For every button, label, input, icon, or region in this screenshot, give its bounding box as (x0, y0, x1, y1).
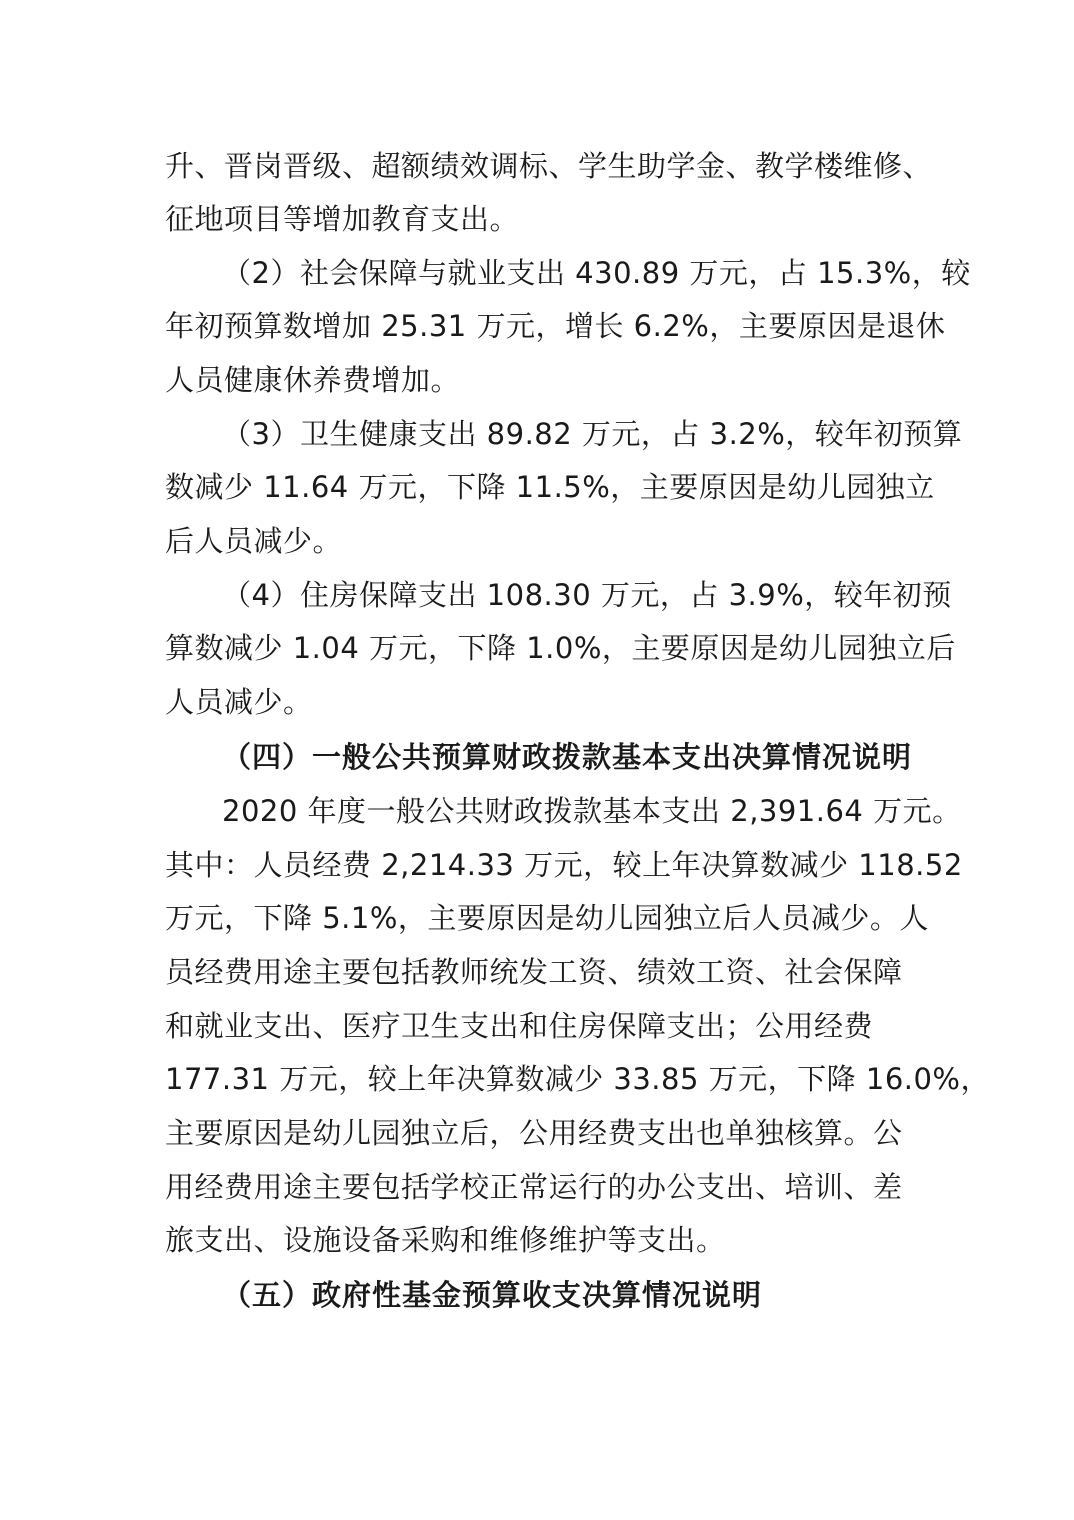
section-4-line-1: 2020 年度一般公共财政拨款基本支出 2,391.64 万元。 (222, 794, 962, 828)
item-4-line-2: 算数减少 1.04 万元，下降 1.0%，主要原因是幼儿园独立后 (165, 631, 956, 665)
item-2-line-1: （2）社会保障与就业支出 430.89 万元，占 15.3%，较 (222, 256, 971, 290)
section-4-line-7: 主要原因是幼儿园独立后，公用经费支出也单独核算。公 (165, 1116, 903, 1150)
section-4-line-6: 177.31 万元，较上年决算数减少 33.85 万元，下降 16.0%， (165, 1062, 990, 1096)
body-line-1: 升、晋岗晋级、超额绩效调标、学生助学金、教学楼维修、 (165, 149, 933, 183)
item-2-line-2: 年初预算数增加 25.31 万元，增长 6.2%，主要原因是退休 (165, 309, 946, 343)
section-4-line-9: 旅支出、设施设备采购和维修维护等支出。 (165, 1223, 726, 1257)
section-heading-5: （五）政府性基金预算收支决算情况说明 (222, 1278, 763, 1312)
item-4-line-1: （4）住房保障支出 108.30 万元，占 3.9%，较年初预 (222, 578, 952, 612)
section-4-line-5: 和就业支出、医疗卫生支出和住房保障支出；公用经费 (165, 1009, 874, 1043)
item-3-line-1: （3）卫生健康支出 89.82 万元，占 3.2%，较年初预算 (222, 417, 963, 451)
item-3-line-2: 数减少 11.64 万元，下降 11.5%，主要原因是幼儿园独立 (165, 470, 935, 504)
section-4-line-8: 用经费用途主要包括学校正常运行的办公支出、培训、差 (165, 1170, 903, 1204)
section-4-line-2: 其中：人员经费 2,214.33 万元，较上年决算数减少 118.52 (165, 848, 963, 882)
item-4-line-3: 人员减少。 (165, 685, 313, 719)
section-4-line-3: 万元，下降 5.1%，主要原因是幼儿园独立后人员减少。人 (165, 901, 929, 935)
item-2-line-3: 人员健康休养费增加。 (165, 363, 461, 397)
item-3-line-3: 后人员减少。 (165, 524, 343, 558)
section-heading-4: （四）一般公共预算财政拨款基本支出决算情况说明 (222, 740, 913, 774)
body-line-2: 征地项目等增加教育支出。 (165, 202, 520, 236)
section-4-line-4: 员经费用途主要包括教师统发工资、绩效工资、社会保障 (165, 955, 903, 989)
